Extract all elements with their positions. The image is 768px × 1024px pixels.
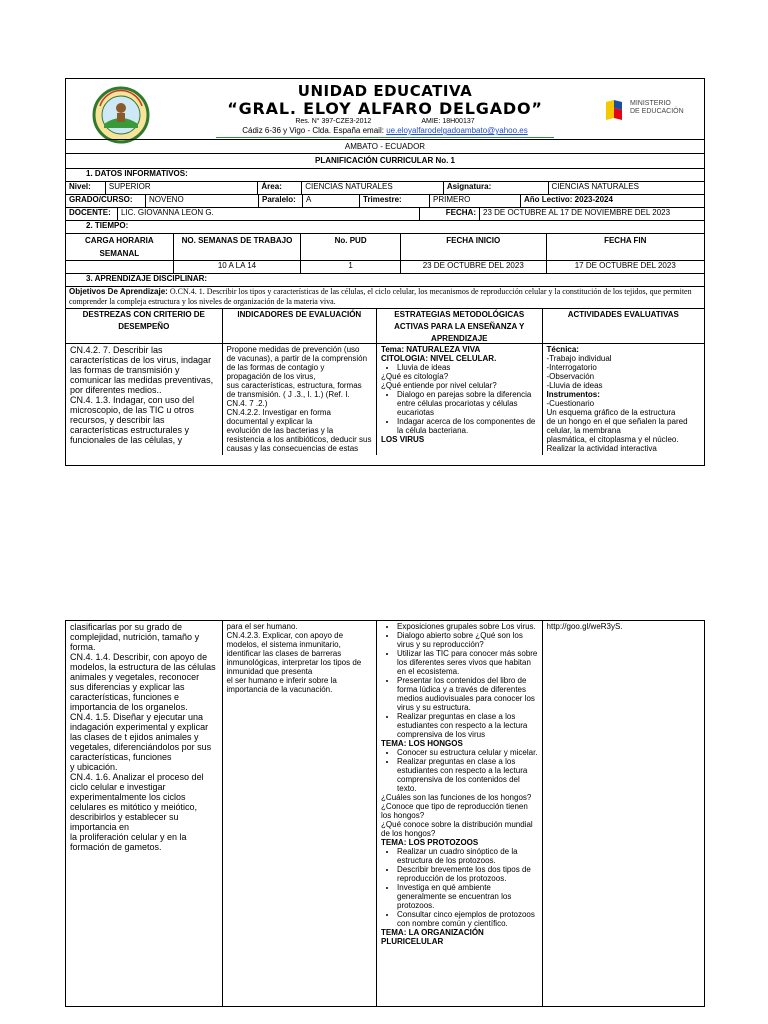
grado-label: GRADO/CURSO:: [66, 195, 146, 207]
td-semanas: 10 A LA 14: [174, 261, 302, 273]
td-fecha-fin: 17 DE OCTUBRE DEL 2023: [574, 261, 676, 270]
indicadores-cell-p2: para el ser humano. CN.4.2.3. Explicar, con apoyo de modelos, el sistema inmunitario, identificar las clases de barreras inmunológicas, interpretar los tipos de inmunidad que presenta el ser humano e inferir sobre la importancia de la vacunación.: [223, 621, 378, 1007]
asignatura-label: Asignatura:: [444, 182, 549, 194]
actividades-cell-p2: [543, 621, 704, 1007]
ministry-logo: [604, 96, 690, 124]
th-fecha-fin: FECHA FIN: [604, 236, 647, 245]
paralelo-label: Paralelo:: [259, 195, 303, 207]
list-item: • Lluvia de ideas: [397, 363, 537, 372]
objetivos-text: O.CN.4. 1. Describir los tipos y características de las células, el ciclo celular, los mecanismos de reproducción celular y la constitución de los tejidos, que permiten comprender la compleja estructura y los niveles de organización de la materia viva.: [69, 287, 692, 306]
list-item: • Conocer su estructura celular y micelar.: [397, 748, 537, 757]
document-header: [66, 79, 704, 154]
section-datos-informativos: 1. DATOS INFORMATIVOS:: [86, 169, 188, 178]
trimestre-label: Trimestre:: [360, 195, 430, 207]
fecha-value: 23 DE OCTUBRE AL 17 DE NOVIEMBRE DEL 2023: [483, 208, 671, 217]
col-estrategias-header: ESTRATEGIAS METODOLÓGICAS ACTIVAS PARA LA ENSEÑANZA Y APRENDIZAJE: [377, 309, 542, 343]
asignatura-value: CIENCIAS NATURALES: [551, 182, 639, 191]
th-semanas: NO. SEMANAS DE TRABAJO: [174, 234, 302, 260]
area-value: CIENCIAS NATURALES: [302, 182, 444, 194]
amie-code: AMIE: 18H00137: [421, 118, 475, 125]
section-tiempo: 2. TIEMPO:: [86, 221, 129, 230]
list-item: • Indagar acerca de los componentes de la célula bacteriana.: [397, 417, 537, 435]
docente-value: LIC. GIOVANNA LEON G.: [118, 208, 420, 220]
list-item: • Realizar preguntas en clase a los estudiantes con respecto a la lectura comprensiva de los contenidos del texto.: [397, 757, 537, 793]
th-fecha-inicio: FECHA INICIO: [401, 234, 547, 260]
estrategias-cell-p2: • Exposiciones grupales sobre Los virus. • Dialogo abierto sobre ¿Qué son los virus y su reproducción? • Utilizar las TIC para conocer más sobre los diferentes seres vivos que habitan en el ecosistema. • Presentar los contenidos del libro de forma lúdica y a través de diferentes medios audiovisuales para conocer los virus y su estructura. • Realizar preguntas en clase a los estudiantes con respecto a la lectura comprensiva de los virus TEMA: LOS HONGOS • Conocer su estructura celular y micelar. • Realizar preguntas en clase a los estudiantes con respecto a la lectura comprensiva de los contenidos del texto. ¿Cuáles son las funciones de los hongos? ¿Conoce que tipo de reproducción tienen los hongos? ¿Qué conoce sobre la distribución mundial de los hongos? TEMA: LOS PROTOZOOS • Realizar un cuadro sinóptico de la estructura de los protozoos. • Describir brevemente los dos tipos de reproducción de los protozoos. • Investiga en qué ambiente generalmente se encuentran los protozoos. • Consultar cinco ejemplos de protozoos con nombre común y científico. TEMA: LA ORGANIZACIÓN PLURICELULAR: [377, 621, 542, 1007]
nivel-value: SUPERIOR: [106, 182, 259, 194]
section-aprendizaje: 3. APRENDIZAJE DISCIPLINAR:: [86, 274, 208, 283]
school-name-line2: “GRAL. ELOY ALFARO DELGADO”: [227, 99, 543, 118]
email-label: email:: [362, 126, 384, 135]
ministry-flag-icon: [604, 98, 626, 122]
th-carga-horaria: CARGA HORARIA SEMANAL: [66, 234, 174, 260]
objetivos-aprendizaje: [66, 287, 704, 309]
list-item: • Dialogo abierto sobre ¿Qué son los virus y su reproducción?: [397, 631, 537, 649]
list-item: • Utilizar las TIC para conocer más sobre los diferentes seres vivos que habitan en el ecosistema.: [397, 649, 537, 676]
list-item: • Realizar un cuadro sinóptico de la estructura de los protozoos.: [397, 847, 537, 865]
col-destrezas-header: DESTREZAS CON CRITERIO DE DESEMPEÑO: [66, 309, 223, 343]
list-item: • Presentar los contenidos del libro de forma lúdica y a través de diferentes medios audiovisuales para conocer los virus y su estructura.: [397, 676, 537, 712]
ministry-name-1: MINISTERIO: [630, 100, 671, 107]
list-item: • Describir brevemente los dos tipos de reproducción de los protozoos.: [397, 865, 537, 883]
col-actividades-header: ACTIVIDADES EVALUATIVAS: [567, 310, 679, 319]
school-address: Cádiz 6-36 y Vigo - Clda. España: [242, 126, 361, 135]
list-item: • Realizar preguntas en clase a los estudiantes con respecto a la lectura comprensiva de los virus: [397, 712, 537, 739]
td-fecha-inicio: 23 DE OCTUBRE DEL 2023: [401, 261, 547, 273]
grado-value: NOVENO: [146, 195, 259, 207]
col-indicadores-header: INDICADORES DE EVALUACIÓN: [223, 309, 378, 343]
city-line: AMBATO - ECUADOR: [66, 139, 704, 154]
objetivos-label: Objetivos De Aprendizaje:: [69, 287, 168, 296]
td-pud: 1: [301, 261, 401, 273]
list-item: • Consultar cinco ejemplos de protozoos con nombre común y científico.: [397, 910, 537, 928]
school-email-link[interactable]: ue.eloyalfarodelgadoambato@yahoo.es: [386, 126, 528, 135]
actividades-cell-p1: Técnica: -Trabajo individual -Interrogatorio -Observación -Lluvia de ideas Instrumentos: -Cuestionario Un esquema gráfico de la estructura de un hongo en el que señalen la pared celular, la membrana plasmática, el citoplasma y el núcleo. Realizar la actividad interactiva: [546, 345, 688, 453]
fecha-label: FECHA:: [420, 208, 480, 220]
page-2: [65, 620, 705, 1007]
document-title: PLANIFICACIÓN CURRICULAR No. 1: [315, 156, 455, 165]
paralelo-value: A: [303, 195, 360, 207]
docente-label: DOCENTE:: [66, 208, 118, 220]
destrezas-cell-p1: CN.4.2. 7. Describir las características de los virus, indagar las formas de transmisión y comunicar las medidas preventivas, por diferentes medios.. CN.4. 1.3. Indagar, con uso del microscopio, de las TIC u otros recursos, y describir las características estructurales y funcionales de las células, y: [66, 344, 223, 455]
th-pud: No. PUD: [301, 234, 401, 260]
ministry-name-2: DE EDUCACIÓN: [630, 108, 684, 115]
page-1: [65, 78, 705, 466]
interactive-activity-link[interactable]: http://goo.gl/weR3yS.: [546, 622, 623, 631]
list-item: • Dialogo en parejas sobre la diferencia entre células procariotas y células eucariotas: [397, 390, 537, 417]
ano-lectivo: Año Lectivo: 2023-2024: [524, 195, 613, 204]
nivel-label: Nivel:: [66, 182, 106, 194]
resolution-number: Res. N° 397-CZE3-2012: [295, 118, 372, 125]
indicadores-cell-p1: Propone medidas de prevención (uso de vacunas), a partir de la comprensión de las formas de contagio y propagación de los virus, sus características, estructura, formas de transmisión. ( J .3., I. 1.) (Ref. I. CN.4. 7 .2.) CN.4.2.2. Investigar en forma documental y explicar la evolución de las bacterias y la resistencia a los antibióticos, deducir sus causas y las consecuencias de estas: [223, 344, 378, 455]
school-name-line1: UNIDAD EDUCATIVA: [297, 82, 473, 100]
list-item: • Exposiciones grupales sobre Los virus.: [397, 622, 537, 631]
trimestre-value: PRIMERO: [430, 195, 521, 207]
estrategias-cell-p1: Tema: NATURALEZA VIVA CITOLOGIA: NIVEL CELULAR. • Lluvia de ideas ¿Qué es citología? ¿Qué entiende por nivel celular? • Dialogo en parejas sobre la diferencia entre células procariotas y células eucariotas • Indagar acerca de los componentes de la célula bacteriana. LOS VIRUS: [377, 344, 542, 455]
area-label: Área:: [258, 182, 302, 194]
school-seal-icon: [92, 86, 150, 144]
destrezas-cell-p2: clasificarlas por su grado de complejidad, nutrición, tamaño y forma. CN.4. 1.4. Describir, con apoyo de modelos, la estructura de las células animales y vegetales, reconocer sus diferencias y explicar las características, funciones e importancia de los organelos. CN.4. 1.5. Diseñar y ejecutar una indagación experimental y explicar las clases de t ejidos animales y vegetales, diferenciándolos por sus características, funciones y ubicación. CN.4. 1.6. Analizar el proceso del ciclo celular e investigar experimentalmente los ciclos celulares es mitótico y meiótico, describirlos y establecer su importancia en la proliferación celular y en la formación de gametos.: [66, 621, 223, 1007]
td-carga-horaria: [66, 261, 174, 273]
list-item: • Investiga en qué ambiente generalmente se encuentran los protozoos.: [397, 883, 537, 910]
